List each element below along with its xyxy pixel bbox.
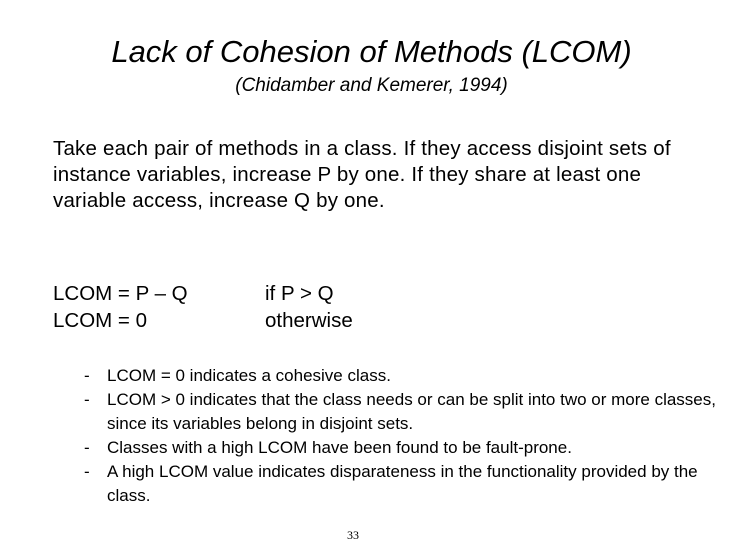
bullet-marker: - bbox=[84, 462, 90, 481]
bullet-text: LCOM = 0 indicates a cohesive class. bbox=[107, 366, 391, 385]
slide-subtitle: (Chidamber and Kemerer, 1994) bbox=[235, 75, 508, 96]
formula-expression: LCOM = P – Q bbox=[53, 282, 188, 305]
formula-condition: if P > Q bbox=[265, 282, 334, 305]
bullet-marker: - bbox=[84, 390, 90, 409]
bullet-text: Classes with a high LCOM have been found to be fault-prone. bbox=[107, 438, 572, 457]
bullet-item bbox=[84, 436, 724, 460]
bullet-marker: - bbox=[84, 366, 90, 385]
formula-expression: LCOM = 0 bbox=[53, 309, 147, 332]
bullet-text: A high LCOM value indicates disparateness in the functionality provided by the class. bbox=[107, 462, 698, 505]
page-number: 33 bbox=[347, 528, 359, 542]
intro-paragraph: Take each pair of methods in a class. If they access disjoint sets of instance variables, increase P by one. If they share at least one variable access, increase Q by one. bbox=[53, 137, 671, 212]
formula-condition: otherwise bbox=[265, 309, 353, 332]
bullet-item bbox=[84, 364, 724, 388]
slide-title: Lack of Cohesion of Methods (LCOM) bbox=[111, 34, 632, 69]
bullet-item bbox=[84, 388, 724, 436]
bullet-text: LCOM > 0 indicates that the class needs or can be split into two or more classes, since its variables belong in disjoint sets. bbox=[107, 390, 716, 433]
bullet-list bbox=[84, 364, 724, 508]
formula-row bbox=[53, 280, 713, 308]
formula-row bbox=[53, 307, 713, 335]
bullet-item bbox=[84, 460, 724, 508]
bullet-marker: - bbox=[84, 438, 90, 457]
